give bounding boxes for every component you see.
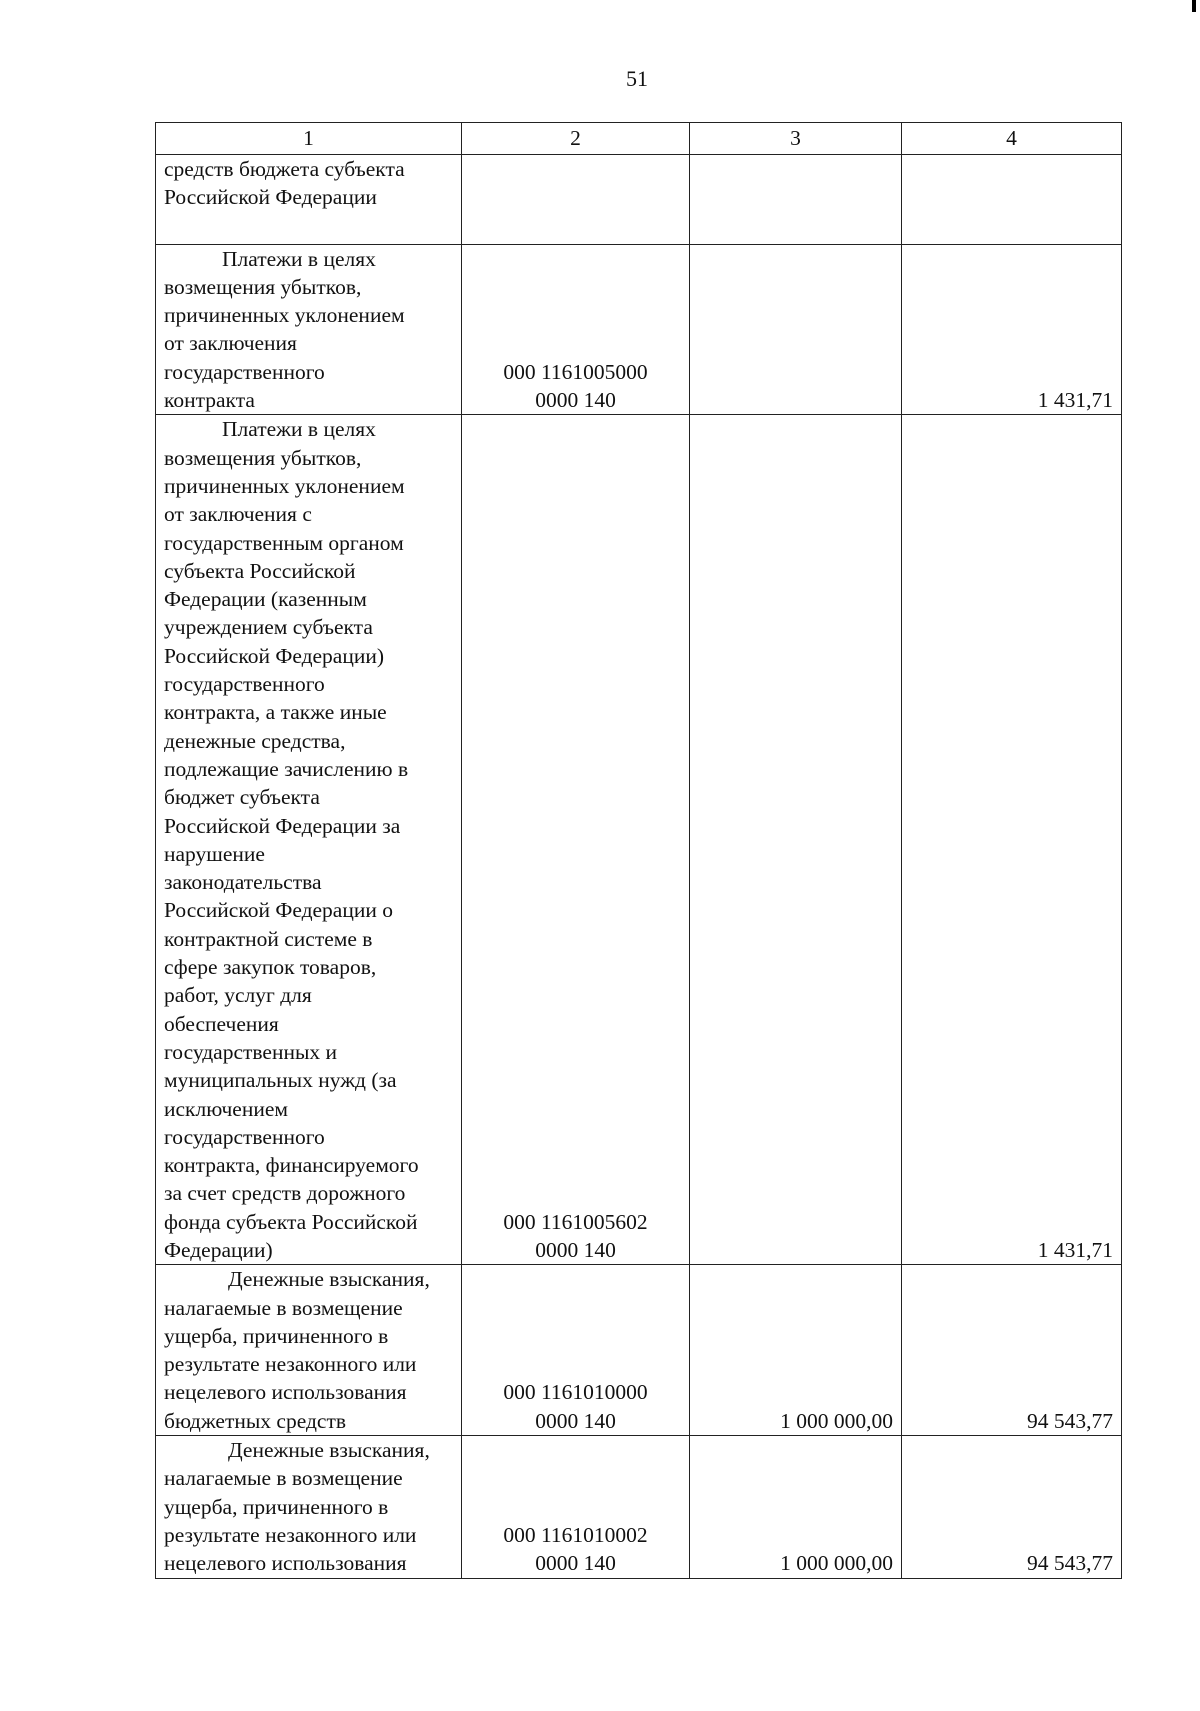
income-name-line: Денежные взыскания, (228, 1267, 430, 1292)
table-header-row (156, 123, 1122, 155)
budget-code-line: 000 1161005602 (503, 1209, 648, 1234)
planned-amount-cell: 1 000 000,00 (690, 1265, 902, 1436)
budget-code-line: 0000 140 (535, 1237, 616, 1262)
income-name-line: учреждением субъекта (164, 615, 373, 640)
planned-amount-cell (690, 415, 902, 1265)
income-name-line: Денежные взыскания, (228, 1438, 430, 1463)
income-name-line: Российской Федерации за (164, 813, 401, 838)
table-body (156, 155, 1122, 1579)
income-name-cell (156, 244, 462, 415)
budget-code-line: 000 1161005000 (503, 359, 648, 384)
table-row (156, 415, 1122, 1265)
income-name-line: причиненных уклонением (164, 303, 405, 328)
budget-code-line: 000 1161010000 (503, 1380, 648, 1405)
income-name-line: государственного (164, 672, 325, 697)
income-name-line: Платежи в целях (222, 246, 376, 271)
budget-code-cell (462, 415, 690, 1265)
income-name-line: государственного (164, 1124, 325, 1149)
column-header-3: 3 (690, 123, 902, 155)
income-name-line: нецелевого использования (164, 1380, 407, 1405)
budget-code-line: 0000 140 (535, 1551, 616, 1576)
income-name-line: бюджетных средств (164, 1408, 347, 1433)
income-name-line: за счет средств дорожного (164, 1181, 406, 1206)
income-name-line: нарушение (164, 841, 265, 866)
income-name-line: результате незаконного или (164, 1522, 417, 1547)
table-row (156, 1265, 1122, 1436)
income-name-line: исключением (164, 1096, 288, 1121)
column-header-2: 2 (462, 123, 690, 155)
budget-code-cell (462, 1265, 690, 1436)
income-name-line: Российской Федерации) (164, 643, 385, 668)
budget-table (155, 122, 1122, 1579)
income-name-line: работ, услуг для (164, 983, 312, 1008)
table-row (156, 244, 1122, 415)
column-header-1: 1 (156, 123, 462, 155)
table-row (156, 1436, 1122, 1578)
income-name-line: субъекта Российской (164, 558, 356, 583)
income-name-line: фонда субъекта Российской (164, 1209, 418, 1234)
income-name-line: Платежи в целях (222, 417, 376, 442)
income-name-line: Российской Федерации о (164, 898, 393, 923)
income-name-line: Российской Федерации (164, 185, 377, 210)
income-name-line: обеспечения (164, 1011, 279, 1036)
income-name-cell (156, 415, 462, 1265)
actual-amount-cell (902, 155, 1122, 245)
budget-code-line: 0000 140 (535, 388, 616, 413)
column-header-4: 4 (902, 123, 1122, 155)
income-name-line: Федерации) (164, 1237, 273, 1262)
actual-amount-cell: 94 543,77 (902, 1436, 1122, 1578)
page-number: 51 (626, 66, 648, 91)
budget-code-cell (462, 244, 690, 415)
actual-amount-cell: 1 431,71 (902, 415, 1122, 1265)
income-name-line: законодательства (164, 870, 322, 895)
budget-code-line: 000 1161010002 (503, 1522, 648, 1547)
income-name-line: контракта, финансируемого (164, 1153, 419, 1178)
income-name-line: государственных и (164, 1039, 338, 1064)
income-name-cell (156, 1265, 462, 1436)
income-name-line: возмещения убытков, (164, 274, 362, 299)
actual-amount-cell: 94 543,77 (902, 1265, 1122, 1436)
income-name-line: налагаемые в возмещение (164, 1466, 403, 1491)
income-name-line: возмещения убытков, (164, 445, 362, 470)
income-name-line: денежные средства, (164, 728, 346, 753)
income-name-cell (156, 155, 462, 245)
income-name-line: результате незаконного или (164, 1352, 417, 1377)
income-name-line: контракта, а также иные (164, 700, 387, 725)
income-name-line: от заключения с (164, 502, 312, 527)
income-name-line: сфере закупок товаров, (164, 955, 377, 980)
income-name-line: причиненных уклонением (164, 473, 405, 498)
income-name-line: средств бюджета субъекта (164, 157, 405, 181)
income-name-line: Федерации (казенным (164, 587, 367, 612)
income-name-line: налагаемые в возмещение (164, 1295, 403, 1320)
income-name-line: подлежащие зачислению в (164, 756, 409, 781)
income-name-line: ущерба, причиненного в (164, 1494, 389, 1519)
budget-code-cell (462, 155, 690, 245)
income-name-line: от заключения (164, 331, 297, 356)
income-name-line: бюджет субъекта (164, 785, 320, 810)
actual-amount-cell: 1 431,71 (902, 244, 1122, 415)
planned-amount-cell (690, 244, 902, 415)
scan-edge-mark (1192, 0, 1196, 12)
income-name-line: муниципальных нужд (за (164, 1068, 397, 1093)
income-name-line: ущерба, причиненного в (164, 1323, 389, 1348)
budget-code-line: 0000 140 (535, 1408, 616, 1433)
table-row (156, 155, 1122, 245)
income-name-line: контрактной системе в (164, 926, 373, 951)
income-name-line: государственного (164, 359, 325, 384)
income-name-cell (156, 1436, 462, 1578)
income-name-line: нецелевого использования (164, 1551, 407, 1576)
income-name-line: контракта (164, 388, 255, 413)
planned-amount-cell (690, 155, 902, 245)
planned-amount-cell: 1 000 000,00 (690, 1436, 902, 1578)
income-name-line: государственным органом (164, 530, 404, 555)
budget-code-cell (462, 1436, 690, 1578)
